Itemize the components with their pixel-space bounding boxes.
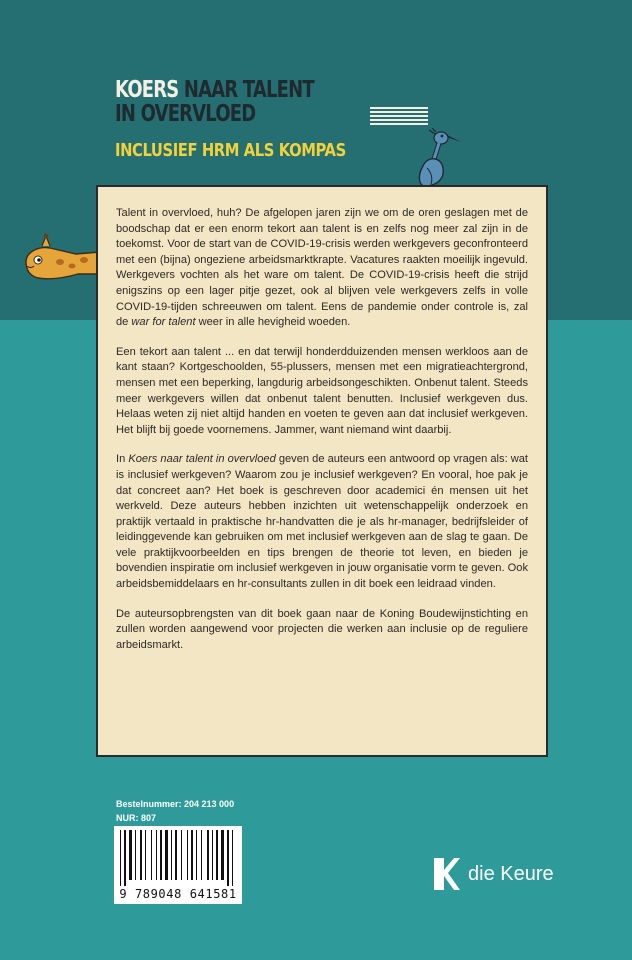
blurb-p3-italic: Koers naar talent in overvloed xyxy=(128,453,276,466)
blurb-p3-text: In xyxy=(116,453,129,466)
barcode-bars xyxy=(114,830,242,890)
publisher-logo xyxy=(434,858,554,890)
blurb-p1-text-end: weer in alle hevigheid woeden. xyxy=(195,316,351,329)
back-cover-blurb xyxy=(96,185,548,757)
title-line-2: IN OVERVLOED xyxy=(115,101,256,127)
die-keure-logo-icon xyxy=(434,858,460,890)
book-subtitle: INCLUSIEF HRM ALS KOMPAS xyxy=(115,140,346,161)
barcode xyxy=(114,826,242,904)
giraffe-illustration xyxy=(20,232,100,288)
order-number: Bestelnummer: 204 213 000 xyxy=(116,799,235,809)
publisher-name: die Keure xyxy=(468,862,554,885)
title-part-2: NAAR TALENT xyxy=(183,77,314,103)
title-stripes-decoration xyxy=(370,105,428,127)
barcode-digits: 9 789048 641581 xyxy=(119,887,237,901)
blurb-paragraph-4: De auteursopbrengsten van dit boek gaan naar de Koning Boudewijnstichting en zullen worden aangewend voor projecten die werken aan inclusie op de reguliere arbeidsmarkt. xyxy=(116,607,528,651)
heron-illustration xyxy=(405,128,475,192)
nur-code: NUR: 807 xyxy=(116,813,157,823)
blurb-paragraph-3 xyxy=(116,452,528,592)
order-info xyxy=(116,797,234,825)
blurb-p1-italic: war for talent xyxy=(131,316,196,329)
book-title xyxy=(115,78,370,126)
title-part-1: KOERS xyxy=(115,77,179,103)
title-line-1 xyxy=(115,78,314,102)
blurb-p3-text-end: geven de auteurs een antwoord op vragen als: wat is inclusief werkgeven? Waarom zou je inclusief werkgeven? En vooral, hoe pak je dat concreet aan? Het boek is geschreven door academici én mensen uit het werkveld. Deze auteurs hebben inzichten uit wetenschappelijk onderzoek en praktijk vertaald in praktische hr-handvatten die je als hr-manager, bedrijfsleider of leidinggevende kan gebruiken om met inclusief werkgeven aan de slag te gaan. De vele praktijkvoorbeelden en tips brengen de theorie tot leven, en bieden je bovendien inspiratie om inclusief werkgeven in jouw organisatie vorm te geven. Ook arbeidsbemiddelaars en hr-consultants zullen in dit boek een leidraad vinden. xyxy=(116,453,529,591)
blurb-p1-text: Talent in overvloed, huh? De afgelopen jaren zijn we om de oren geslagen met de boodschap dat er een enorm tekort aan talent is en zelfs nog meer zal zijn in de toekomst. Voor de start van de COVID-19-crisis werden werkgevers geconfronteerd met een (bijna) ongeziene arbeidsmarktkrapte. Vacatures raakten moeilijk ingevuld. Werkgevers vochten als het ware om talent. De COVID-19-crisis heeft die strijd enigszins op een lager pitje gezet, ook al blijven vele werkgevers zelfs in volle COVID-19-tijden schreeuwen om talent. Eens de pandemie onder controle is, zal de xyxy=(116,207,528,329)
blurb-paragraph-1 xyxy=(116,206,528,331)
blurb-paragraph-2: Een tekort aan talent ... en dat terwijl honderdduizenden mensen werkloos aan de kant staan? Kortgeschoolden, 55-plussers, mensen met een migratieachtergrond, mensen met een beperking, langdurig arbeidsongeschikten. Onbenut talent. Steeds meer werkgevers willen dat onbenut talent benutten. Inclusief werkgeven dus. Helaas weten zij niet altijd handen en voeten te geven aan dat inclusief werkgeven. Het blijft bij goede voornemens. Jammer, want niemand wint daarbij. xyxy=(116,345,528,436)
